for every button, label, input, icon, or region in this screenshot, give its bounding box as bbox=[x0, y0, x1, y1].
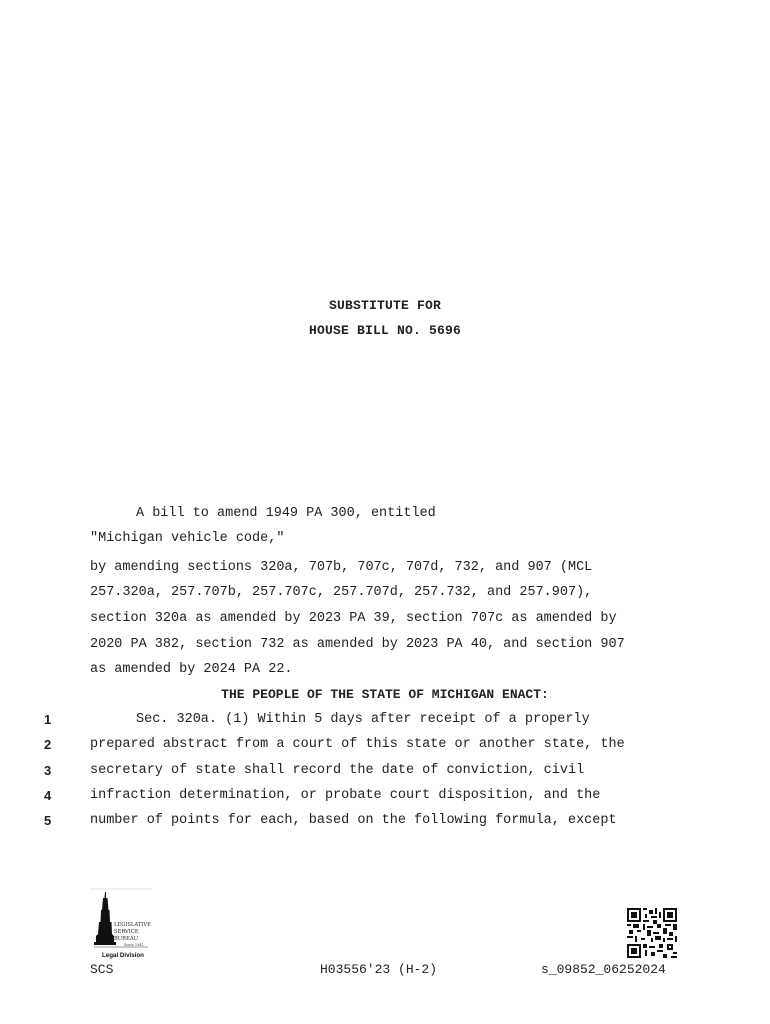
line-number: 1 bbox=[44, 712, 52, 727]
preamble-line-2: "Michigan vehicle code," bbox=[90, 531, 285, 546]
legislative-service-bureau-logo bbox=[88, 888, 154, 960]
body-line-3: secretary of state shall record the date of conviction, civil bbox=[90, 763, 585, 778]
body-line-1: Sec. 320a. (1) Within 5 days after receipt of a properly bbox=[136, 712, 590, 727]
preamble-line-1: A bill to amend 1949 PA 300, entitled bbox=[136, 506, 436, 521]
preamble-line-7: as amended by 2024 PA 22. bbox=[90, 662, 293, 677]
footer-initials: SCS bbox=[90, 962, 114, 977]
footer-bill-code: H03556'23 (H-2) bbox=[320, 962, 438, 977]
svg-text:SERVICE: SERVICE bbox=[114, 929, 139, 935]
enacting-clause: THE PEOPLE OF THE STATE OF MICHIGAN ENACT: bbox=[221, 687, 549, 702]
svg-text:Legal Division: Legal Division bbox=[102, 952, 144, 959]
body-line-2: prepared abstract from a court of this state or another state, the bbox=[90, 737, 625, 752]
svg-text:Since 1941: Since 1941 bbox=[124, 943, 144, 947]
svg-text:BUREAU: BUREAU bbox=[114, 936, 138, 942]
line-number: 5 bbox=[44, 813, 52, 828]
preamble-line-5: section 320a as amended by 2023 PA 39, section 707c as amended by bbox=[90, 611, 617, 626]
line-number: 3 bbox=[44, 763, 52, 778]
line-number: 4 bbox=[44, 788, 52, 803]
body-line-5: number of points for each, based on the following formula, except bbox=[90, 813, 617, 828]
title-bill-number: HOUSE BILL NO. 5696 bbox=[308, 323, 462, 338]
body-line-4: infraction determination, or probate court disposition, and the bbox=[90, 788, 601, 803]
preamble-line-3: by amending sections 320a, 707b, 707c, 707d, 732, and 907 (MCL bbox=[90, 560, 593, 575]
svg-text:LEGISLATIVE: LEGISLATIVE bbox=[114, 922, 151, 928]
title-substitute-for: SUBSTITUTE FOR bbox=[328, 298, 442, 313]
preamble-line-6: 2020 PA 382, section 732 as amended by 2023 PA 40, and section 907 bbox=[90, 637, 625, 652]
qr-code-icon bbox=[627, 908, 677, 958]
preamble-line-4: 257.320a, 257.707b, 257.707c, 257.707d, 257.732, and 257.907), bbox=[90, 585, 593, 600]
line-number: 2 bbox=[44, 737, 52, 752]
footer-document-id: s_09852_06252024 bbox=[541, 962, 666, 977]
